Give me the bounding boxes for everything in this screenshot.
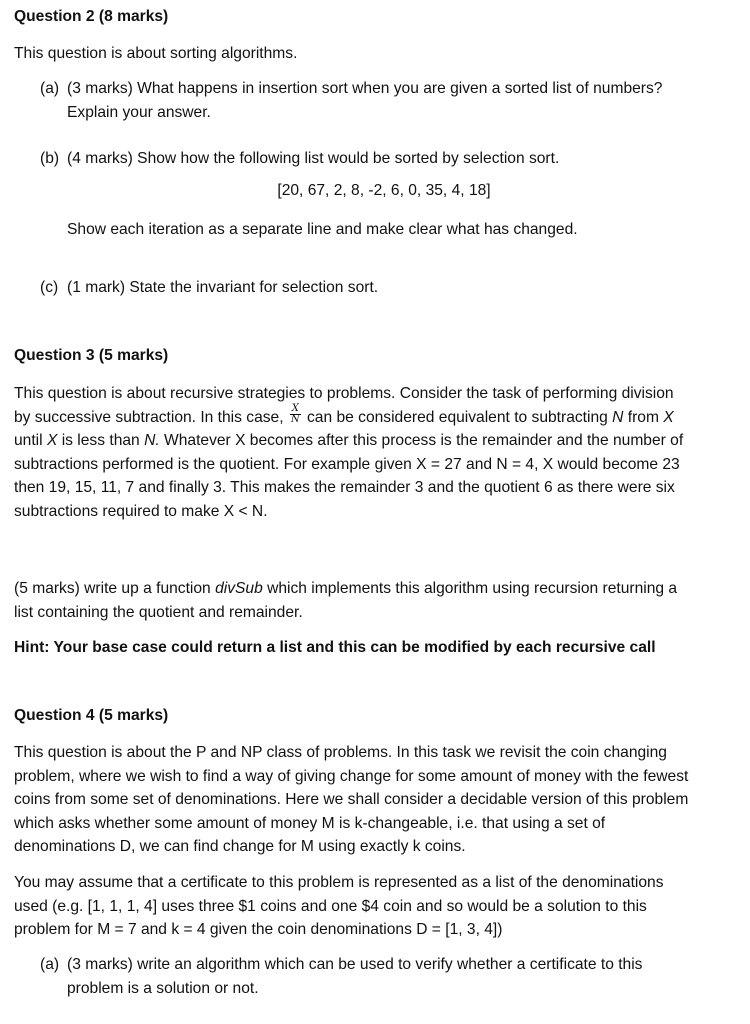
question-4-heading: Question 4 (5 marks) — [14, 707, 169, 724]
text-run: from — [627, 408, 659, 426]
text-run: until — [14, 432, 43, 449]
question-3-hint: Hint: Your base case could return a list and this can be modified by each recursive call — [14, 639, 656, 656]
text-run: Whatever X becomes after this process is the remainder and the number of subtractions performed is the quotient. For example given X = 27 and N = 4, X would become 23 then 19, 15, 11, 7 and finally 3. This makes the remainder 3 and the quotient 6 as there were six subtractions required to make X < N. — [14, 432, 684, 520]
text-run: is less than — [61, 432, 140, 449]
text-run: which implements this algorithm using recursion returning a list containing the quotient and remainder. — [14, 580, 678, 621]
italic-term: N. — [144, 432, 160, 449]
function-name: divSub — [215, 580, 263, 597]
item-text: (1 mark) State the invariant for selection sort. — [67, 279, 379, 296]
item-label: (a) — [40, 956, 60, 973]
question-2c — [40, 276, 680, 300]
text-run: (5 marks) write up a function — [14, 580, 211, 597]
item-label: (a) — [40, 80, 60, 97]
text-run: This question is about recursive strategies to problems. Consider the task of performing division by successive subtraction. In this case, — [14, 385, 674, 426]
italic-term: X — [663, 408, 674, 426]
fraction-x-over-n — [290, 404, 301, 425]
item-label: (b) — [40, 150, 60, 167]
question-4-paragraph-1: This question is about the P and NP class of problems. In this task we revisit the coin changing problem, where we wish to find a way of giving change for some amount of money with the fewest coins from some set of denominations. Here we shall consider a decidable version of this problem which asks whether some amount of money M is k-changeable, i.e. that using a set of denominations D, we can find change for M using exactly k coins. — [14, 744, 689, 855]
question-2a — [40, 77, 680, 124]
item-text: (3 marks) What happens in insertion sort when you are given a sorted list of numbers? Explain your answer. — [67, 80, 663, 121]
question-3-heading: Question 3 (5 marks) — [14, 347, 169, 364]
question-2b-note: Show each iteration as a separate line and make clear what has changed. — [67, 221, 578, 238]
text-run: can be considered equivalent to subtracting — [307, 408, 608, 426]
unsorted-list: [20, 67, 2, 8, -2, 6, 0, 35, 4, 18] — [277, 182, 491, 199]
item-text: (3 marks) write an algorithm which can be used to verify whether a certificate to this problem is a solution or not. — [67, 956, 643, 997]
question-4a — [40, 953, 680, 1000]
question-3-task — [14, 577, 690, 624]
question-2-heading: Question 2 (8 marks) — [14, 8, 169, 25]
item-label: (c) — [40, 279, 59, 296]
item-text: (4 marks) Show how the following list would be sorted by selection sort. — [67, 150, 560, 167]
italic-term: X — [46, 432, 58, 449]
question-4-paragraph-2: You may assume that a certificate to this problem is represented as a list of the denominations used (e.g. [1, 1, 1, 4] uses three $1 coins and one $4 coin and so would be a solution to this problem for M = 7 and k = 4 given the coin denominations D = [1, 3, 4]) — [14, 874, 664, 938]
question-3-paragraph — [14, 382, 690, 523]
italic-term: N — [612, 408, 624, 426]
question-2b — [40, 147, 680, 171]
fraction-numerator: X — [291, 402, 299, 414]
fraction-denominator: N — [290, 413, 300, 425]
question-2-intro: This question is about sorting algorithms. — [14, 45, 298, 62]
